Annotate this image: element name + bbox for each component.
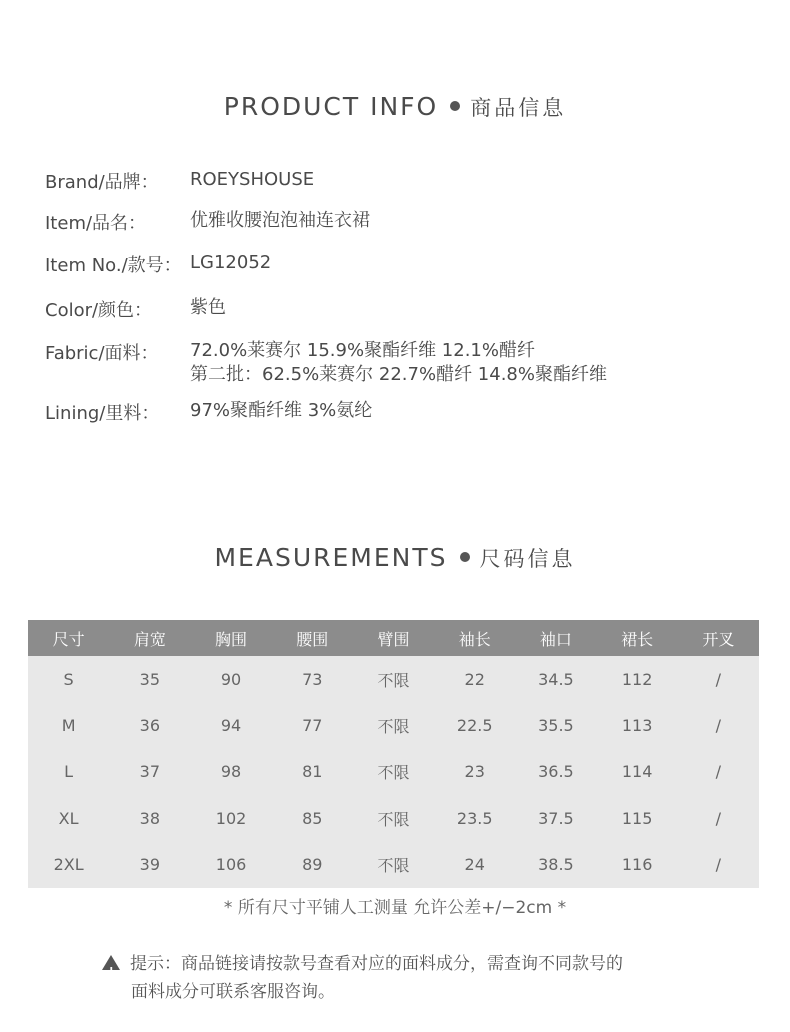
table-cell: / — [715, 762, 722, 782]
table-cell: 22 — [464, 669, 485, 689]
tip-text-1: 提示：商品链接请按款号查看对应的面料成分，需查询不同款号的 — [130, 954, 623, 974]
table-cell: 102 — [215, 808, 247, 828]
table-cell: 34.5 — [538, 669, 574, 689]
table-cell: 35.5 — [538, 716, 574, 736]
info-label: Fabric/面料： — [45, 343, 159, 364]
table-cell: / — [715, 669, 722, 689]
measurement-note: * 所有尺寸平铺人工测量 允许公差+/−2cm * — [223, 898, 567, 918]
table-row — [28, 795, 759, 841]
table-cell: 37 — [139, 762, 160, 782]
info-label: Lining/里料： — [45, 403, 160, 424]
table-cell: 113 — [621, 716, 653, 736]
tip-notice — [102, 950, 702, 1006]
table-cell: / — [715, 808, 722, 828]
header-cell: 袖口 — [515, 620, 596, 656]
header-cell: 袖长 — [434, 620, 515, 656]
info-label: Item No./款号： — [45, 255, 182, 276]
info-value — [190, 339, 607, 387]
table-cell: 23.5 — [456, 808, 493, 828]
table-cell: / — [715, 855, 722, 875]
table-cell: 98 — [220, 762, 242, 782]
table-cell: 73 — [302, 669, 323, 689]
table-cell: 38.5 — [538, 855, 574, 875]
table-cell: 不限 — [377, 856, 410, 876]
info-label: Color/颜色： — [45, 300, 153, 321]
table-cell: S — [63, 669, 74, 689]
info-value: LG12052 — [190, 252, 272, 273]
table-cell: 2XL — [53, 855, 84, 875]
info-label: Item/品名： — [45, 213, 147, 234]
table-row — [28, 749, 759, 795]
header-cell: 肩宽 — [109, 620, 190, 656]
product-info-title-cn: 商品信息 — [470, 96, 567, 120]
table-cell: L — [64, 762, 74, 782]
table-cell: 90 — [220, 669, 242, 689]
table-cell: 37.5 — [538, 808, 574, 828]
table-cell: 81 — [302, 762, 323, 782]
table-cell: 77 — [302, 716, 323, 736]
table-cell: 115 — [621, 808, 653, 828]
header-cell: 臂围 — [353, 620, 434, 656]
header-cell: 胸围 — [190, 620, 271, 656]
table-cell: 不限 — [377, 809, 410, 829]
measurements-title-en: MEASUREMENTS — [214, 543, 448, 572]
table-cell: 24 — [464, 855, 485, 875]
table-cell: 112 — [621, 669, 653, 689]
table-cell: / — [715, 716, 722, 736]
fabric-line-2: 第二批：62.5%莱赛尔 22.7%醋纤 14.8%聚酯纤维 — [190, 364, 607, 385]
header-cell: 尺寸 — [28, 620, 109, 656]
size-table — [28, 620, 759, 888]
info-value: 紫色 — [190, 297, 226, 318]
table-cell: 36 — [139, 716, 160, 736]
warning-icon — [102, 955, 120, 970]
table-cell: 不限 — [377, 717, 410, 737]
header-cell: 开叉 — [678, 620, 759, 656]
tip-line-1 — [102, 950, 702, 978]
table-cell: 85 — [302, 808, 323, 828]
table-cell: 不限 — [377, 763, 410, 783]
info-value: ROEYSHOUSE — [190, 169, 315, 190]
tip-line-2: 面料成分可联系客服咨询。 — [131, 982, 335, 1002]
table-cell: 22.5 — [456, 716, 493, 736]
bullet-dot-icon — [450, 101, 460, 111]
table-cell: M — [61, 716, 76, 736]
info-label: Brand/品牌： — [45, 172, 159, 193]
table-cell: 39 — [139, 855, 160, 875]
table-cell: XL — [58, 808, 79, 828]
info-value: 优雅收腰泡泡袖连衣裙 — [190, 210, 370, 231]
table-cell: 106 — [215, 855, 247, 875]
table-cell: 38 — [139, 808, 160, 828]
header-cell: 裙长 — [597, 620, 678, 656]
measurements-title-cn: 尺码信息 — [479, 547, 576, 571]
table-cell: 114 — [621, 762, 653, 782]
product-info-title-en: PRODUCT INFO — [223, 92, 439, 121]
table-cell: 94 — [220, 716, 242, 736]
table-header-row — [28, 620, 759, 656]
table-cell: 116 — [621, 855, 653, 875]
table-cell: 89 — [302, 855, 323, 875]
table-cell: 23 — [464, 762, 485, 782]
table-row — [28, 842, 759, 888]
measurements-title — [0, 543, 790, 573]
table-cell: 35 — [139, 669, 160, 689]
table-cell: 36.5 — [538, 762, 574, 782]
fabric-line-1: 72.0%莱赛尔 15.9%聚酯纤维 12.1%醋纤 — [190, 340, 535, 361]
table-row — [28, 702, 759, 748]
table-row — [28, 656, 759, 702]
info-value: 97%聚酯纤维 3%氨纶 — [190, 400, 373, 421]
product-info-title — [0, 92, 790, 122]
table-cell: 不限 — [377, 670, 410, 690]
bullet-dot-icon — [460, 552, 470, 562]
header-cell: 腰围 — [272, 620, 353, 656]
